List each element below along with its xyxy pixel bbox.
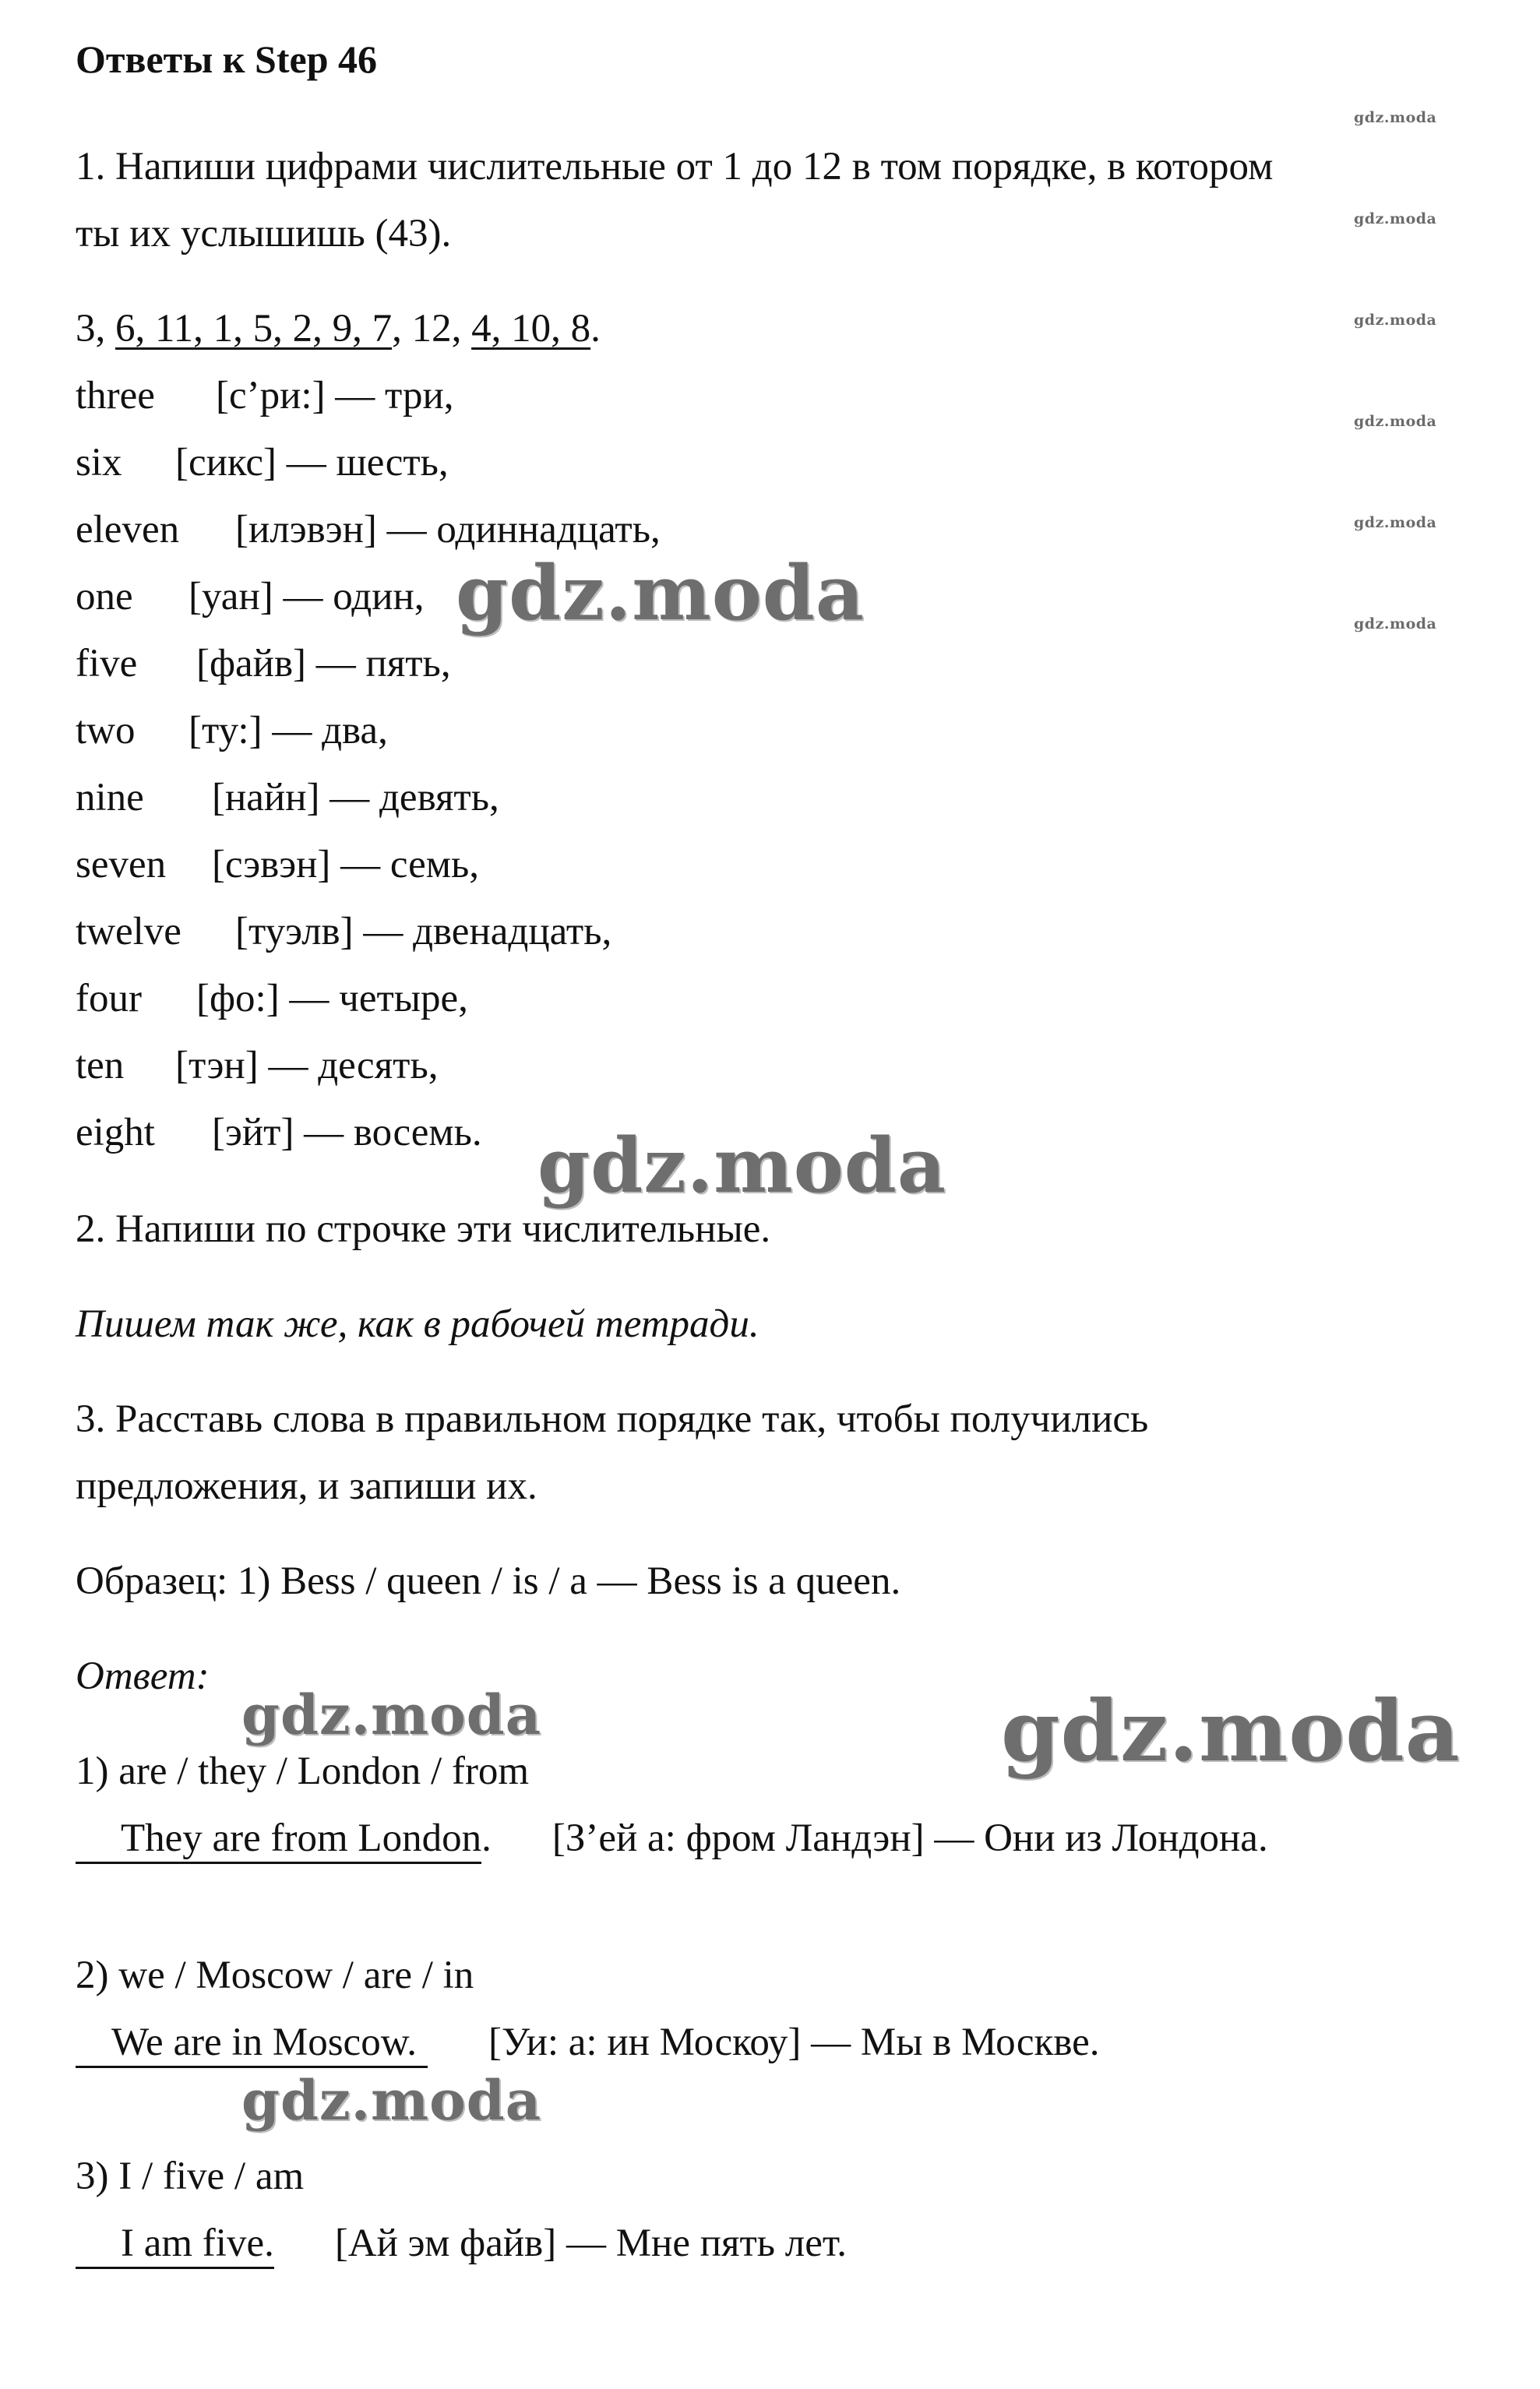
number-transcription: [туэлв] — двенадцать,	[235, 910, 612, 953]
number-row	[76, 841, 479, 888]
watermark-large: gdz.moda	[537, 1122, 947, 1210]
answer-translation: [З’ей а: фром Ландэн] — Они из Лондона.	[552, 1816, 1268, 1860]
sentence-answer-row	[76, 1815, 1268, 1864]
answer-label: Ответ:	[76, 1654, 210, 1698]
number-row	[76, 372, 454, 419]
number-transcription: [тэн] — десять,	[175, 1044, 439, 1087]
number-sequence	[76, 305, 601, 352]
answer-translation: [Уи: а: ин Москоу] — Мы в Москве.	[488, 2021, 1100, 2064]
number-word: four	[76, 977, 142, 1020]
watermark-small: gdz.moda	[1354, 615, 1437, 632]
answer-blank	[76, 2222, 274, 2269]
task2-answer: Пишем так же, как в рабочей тетради.	[76, 1302, 759, 1346]
number-word: three	[76, 374, 155, 418]
number-row	[76, 573, 425, 620]
task3-heading-line1: 3. Расставь слова в правильном порядке так, чтобы получились	[76, 1397, 1149, 1441]
watermark-large: gdz.moda	[456, 549, 865, 637]
number-row	[76, 1042, 438, 1089]
number-transcription: [сэвэн] — семь,	[212, 843, 480, 886]
number-word: five	[76, 642, 138, 685]
watermark-small: gdz.moda	[1354, 210, 1437, 227]
number-row	[76, 975, 468, 1022]
watermark-small: gdz.moda	[1354, 312, 1437, 329]
sentence-answer-row	[76, 2220, 847, 2269]
number-transcription: [найн] — девять,	[212, 776, 499, 819]
answer-translation: [Ай эм файв] — Мне пять лет.	[334, 2222, 848, 2265]
number-transcription: [уан] — один,	[189, 575, 425, 618]
number-row	[76, 774, 499, 821]
sequence-underlined-2: 4, 10, 8	[471, 307, 591, 351]
watermark-small: gdz.moda	[1354, 514, 1437, 531]
number-word: eleven	[76, 508, 180, 551]
sequence-underlined-1: 6, 11, 1, 5, 2, 9, 7	[115, 307, 393, 351]
watermark-large: gdz.moda	[241, 1683, 542, 1747]
answer-text: They are from London	[121, 1816, 482, 1860]
number-transcription: [илэвэн] — одиннадцать,	[235, 508, 661, 551]
number-word: eight	[76, 1111, 155, 1154]
watermark-small: gdz.moda	[1354, 109, 1437, 126]
number-transcription: [файв] — пять,	[196, 642, 451, 685]
sequence-middle: , 12,	[392, 307, 472, 351]
sentence-prompt: 1) are / they / London / from	[76, 1749, 530, 1793]
number-row	[76, 707, 388, 754]
number-row	[76, 1109, 482, 1156]
watermark-large: gdz.moda	[1001, 1683, 1461, 1781]
task3-sample: Образец: 1) Bess / queen / is / a — Bess is a queen.	[76, 1559, 901, 1603]
number-word: two	[76, 709, 136, 752]
task2-heading: 2. Напиши по строчке эти числительные.	[76, 1207, 771, 1251]
number-transcription: [эйт] — восемь.	[212, 1111, 482, 1154]
sentence-prompt: 2) we / Moscow / are / in	[76, 1954, 474, 1997]
number-word: twelve	[76, 910, 181, 953]
page-title: Ответы к Step 46	[76, 37, 378, 81]
answer-text: We are in Moscow.	[111, 2021, 417, 2064]
number-row	[76, 439, 449, 486]
sequence-start: 3,	[76, 307, 115, 351]
number-transcription: [ту:] — два,	[189, 709, 388, 752]
answer-blank	[76, 2021, 428, 2068]
watermark-large: gdz.moda	[241, 2068, 542, 2133]
number-row	[76, 506, 661, 553]
task3-heading-line2: предложения, и запиши их.	[76, 1464, 537, 1508]
answer-blank	[76, 1816, 481, 1864]
watermark-small: gdz.moda	[1354, 413, 1437, 430]
number-word: seven	[76, 843, 167, 886]
sentence-answer-row	[76, 2019, 1100, 2068]
task1-heading-line1: 1. Напиши цифрами числительные от 1 до 12 в том порядке, в котором	[76, 145, 1274, 189]
number-word: nine	[76, 776, 144, 819]
answer-text: I am five.	[121, 2222, 274, 2265]
number-row	[76, 640, 451, 687]
number-transcription: [сикс] — шесть,	[175, 441, 449, 484]
sequence-end: .	[590, 307, 601, 351]
sentence-prompt: 3) I / five / am	[76, 2155, 305, 2198]
number-row	[76, 908, 611, 955]
number-transcription: [с’ри:] — три,	[216, 374, 454, 418]
answer-punctuation: .	[481, 1816, 492, 1860]
number-transcription: [фо:] — четыре,	[196, 977, 468, 1020]
number-word: six	[76, 441, 122, 484]
task1-heading-line2: ты их услышишь (43).	[76, 212, 452, 255]
number-word: ten	[76, 1044, 125, 1087]
number-word: one	[76, 575, 133, 618]
